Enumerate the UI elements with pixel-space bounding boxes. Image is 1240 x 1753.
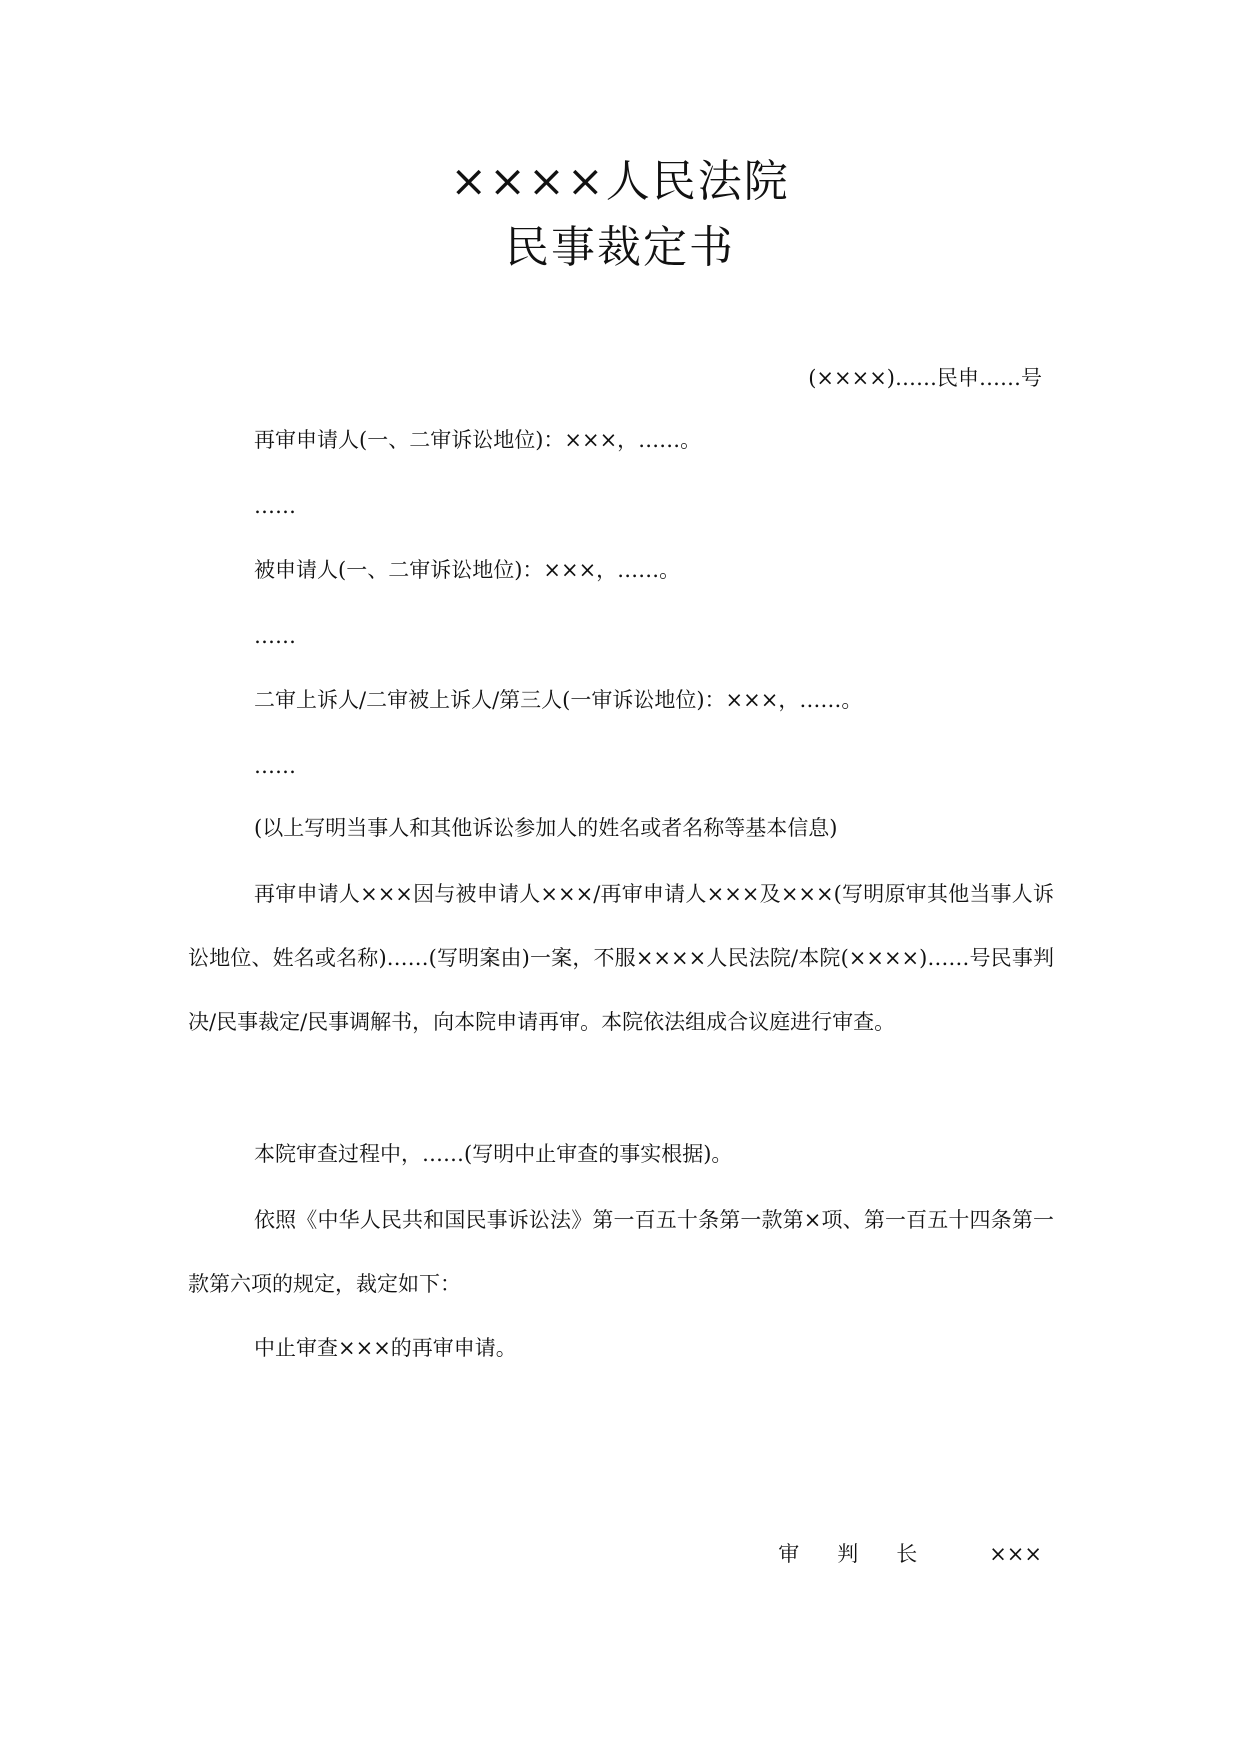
body-paragraph-legal-basis: 依照《中华人民共和国民事诉讼法》第一百五十条第一款第×项、第一百五十四条第一款第六项的规定，裁定如下： [188, 1208, 1054, 1296]
parties-note: (以上写明当事人和其他诉讼参加人的姓名或者名称等基本信息) [254, 816, 838, 840]
body-paragraph-facts: 本院审查过程中，……(写明中止审查的事实根据)。 [254, 1142, 733, 1166]
applicant-ellipsis: …… [254, 494, 296, 518]
body-paragraph-case: 再审申请人×××因与被申请人×××/再审申请人×××及×××(写明原审其他当事人诉讼地位、姓名或名称)……(写明案由)一案，不服××××人民法院/本院(××××)……号民事判决/民事裁定/民事调解书，向本院申请再审。本院依法组成合议庭进行审查。 [188, 882, 1054, 1034]
respondent-ellipsis: …… [254, 624, 296, 648]
other-party-line: 二审上诉人/二审被上诉人/第三人(一审诉讼地位)：×××，……。 [254, 688, 863, 712]
signature-block [778, 1538, 1042, 1570]
applicant-line: 再审申请人(一、二审诉讼地位)：×××，……。 [254, 428, 702, 452]
other-party-ellipsis: …… [254, 754, 296, 778]
document-title: 民事裁定书 [505, 222, 735, 273]
judge-name: ××× [989, 1542, 1042, 1566]
case-number: (××××)……民申……号 [808, 366, 1042, 390]
ruling-text: 中止审查×××的再审申请。 [254, 1336, 517, 1360]
court-title: ××××人民法院 [450, 156, 790, 207]
respondent-line: 被申请人(一、二审诉讼地位)：×××，……。 [254, 558, 681, 582]
judge-role: 审判长 [778, 1542, 956, 1566]
